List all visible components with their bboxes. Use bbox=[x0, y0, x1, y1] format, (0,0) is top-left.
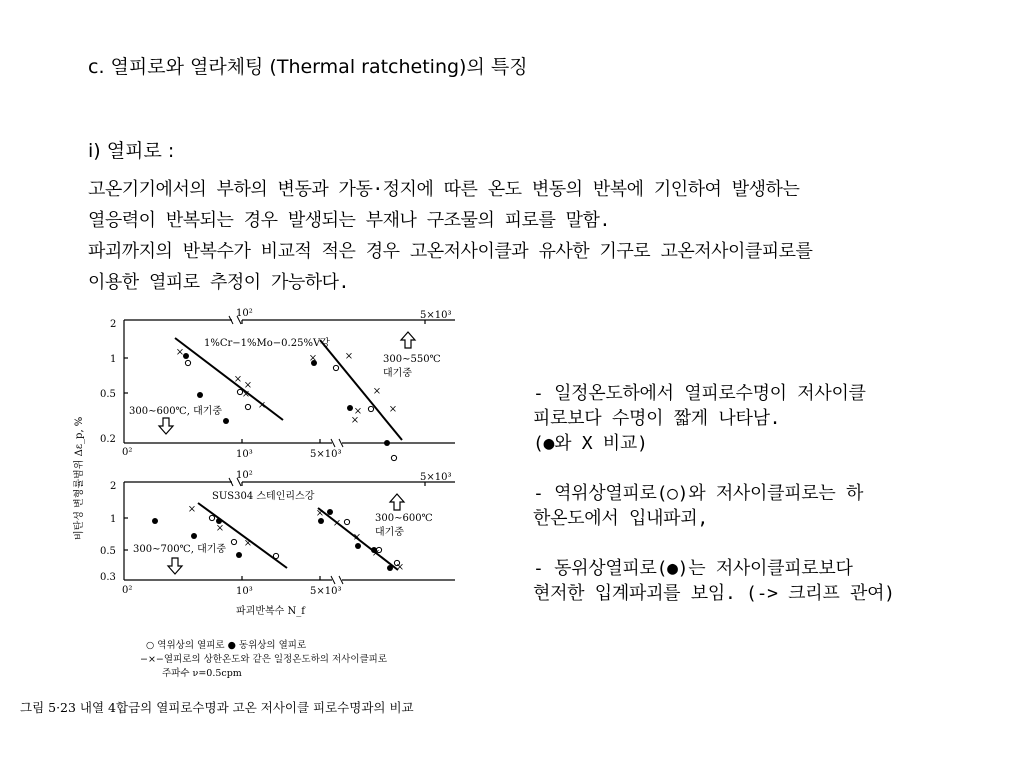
legend-line: −×−열피로의 상한온도와 같은 일정온도하의 저사이클피로 bbox=[140, 654, 388, 665]
x-tick-label: 10² bbox=[236, 308, 253, 319]
y-tick-label: 0.5 bbox=[100, 546, 116, 557]
x-tick-label: 10³ bbox=[236, 449, 253, 460]
svg-text:×: × bbox=[187, 504, 197, 515]
x-tick-label: 10³ bbox=[236, 586, 253, 597]
svg-text:×: × bbox=[315, 508, 325, 519]
condition-label: 대기중 bbox=[383, 368, 412, 379]
svg-text:×: × bbox=[332, 518, 342, 529]
x-tick-label: 5×10³ bbox=[310, 586, 342, 597]
x-axis-label: 파괴반복수 N_f bbox=[236, 606, 305, 617]
y-tick-label: 0.3 bbox=[100, 572, 116, 583]
svg-text:×: × bbox=[395, 562, 405, 573]
paragraph-line: 고온기기에서의 부하의 변동과 가동·정지에 따른 온도 변동의 반복에 기인하여 발생하는 bbox=[88, 179, 800, 200]
condition-label: 300∼600℃ bbox=[375, 513, 433, 524]
note-line bbox=[533, 456, 1013, 481]
paragraph-line: 이용한 열피로 추정이 가능하다. bbox=[88, 272, 349, 293]
page-title: c. 열피로와 열라체팅 (Thermal ratcheting)의 특징 bbox=[88, 56, 528, 78]
svg-text:×: × bbox=[308, 353, 318, 364]
svg-text:×: × bbox=[353, 406, 363, 417]
notes-panel bbox=[533, 381, 1013, 606]
svg-text:×: × bbox=[372, 386, 382, 397]
legend-line: ○ 역위상의 열피로 ● 동위상의 열피로 bbox=[146, 640, 307, 651]
bottom-panel-labels bbox=[100, 470, 451, 597]
fatigue-figure bbox=[0, 300, 520, 730]
y-tick-label: 2 bbox=[110, 319, 117, 330]
note-line: - 일정온도하에서 열피로수명이 저사이클 bbox=[533, 383, 866, 404]
x-origin-label: 0² bbox=[122, 447, 133, 458]
svg-text:×: × bbox=[352, 532, 362, 543]
svg-text:×: × bbox=[215, 523, 225, 534]
note-line: - 역위상열피로(○)와 저사이클피로는 하 bbox=[533, 483, 864, 504]
condition-label: 300∼700℃, 대기중 bbox=[133, 544, 227, 555]
note-line: (●와 X 비교) bbox=[533, 433, 648, 454]
paragraph-line: 파괴까지의 반복수가 비교적 적은 경우 고온저사이클과 유사한 기구로 고온저사이클피로를 bbox=[88, 241, 813, 262]
arrow-up-icon bbox=[401, 332, 415, 348]
svg-text:×: × bbox=[175, 347, 185, 358]
y-tick-label: 0.2 bbox=[100, 434, 116, 445]
x-tick-label: 10² bbox=[236, 470, 253, 481]
paragraph-line: 열응력이 반복되는 경우 발생되는 부재나 구조물의 피로를 말함. bbox=[88, 210, 610, 231]
x-tick-label: 5×10³ bbox=[310, 449, 342, 460]
paragraph bbox=[88, 174, 1018, 298]
y-tick-label: 2 bbox=[110, 481, 117, 492]
y-axis-label: 비탄성 변형률범위 Δε_p, % bbox=[74, 416, 85, 540]
condition-label: 300∼550℃ bbox=[383, 354, 441, 365]
svg-text:×: × bbox=[371, 548, 381, 559]
x-tick-label: 5×10³ bbox=[420, 310, 452, 321]
section-heading: i) 열피로 : bbox=[88, 140, 175, 162]
y-tick-label: 0.5 bbox=[100, 389, 116, 400]
note-line: 한온도에서 입내파괴, bbox=[533, 508, 708, 529]
note-line bbox=[533, 531, 1013, 556]
x-origin-label: 0² bbox=[122, 585, 133, 596]
condition-label: 대기중 bbox=[375, 527, 404, 538]
condition-label: 300∼600℃, 대기중 bbox=[129, 406, 223, 417]
svg-text:×: × bbox=[350, 415, 360, 426]
arrow-down-icon bbox=[168, 558, 182, 574]
x-tick-label: 5×10³ bbox=[420, 472, 452, 483]
note-line: - 동위상열피로(●)는 저사이클피로보다 bbox=[533, 558, 853, 579]
note-line: 피로보다 수명이 짧게 나타남. bbox=[533, 408, 781, 429]
y-tick-label: 1 bbox=[110, 514, 117, 525]
arrow-down-icon bbox=[159, 418, 173, 434]
svg-text:×: × bbox=[257, 400, 267, 411]
legend-line: 주파수 ν=0.5cpm bbox=[162, 668, 242, 679]
svg-text:×: × bbox=[344, 351, 354, 362]
svg-text:×: × bbox=[241, 389, 251, 400]
y-tick-label: 1 bbox=[110, 354, 117, 365]
svg-text:×: × bbox=[243, 380, 253, 391]
material-label: 1%Cr−1%Mo−0.25%V강 bbox=[204, 338, 330, 349]
svg-text:×: × bbox=[233, 374, 243, 385]
svg-text:×: × bbox=[243, 538, 253, 549]
arrow-up-icon bbox=[390, 494, 404, 510]
figure-caption: 그림 5·23 내열 4합금의 열피로수명과 고온 저사이클 피로수명과의 비교 bbox=[20, 700, 414, 715]
material-label: SUS304 스테인리스강 bbox=[212, 491, 315, 502]
note-line: 현저한 입계파괴를 보임. (-> 크리프 관여) bbox=[533, 583, 895, 604]
svg-text:×: × bbox=[388, 404, 398, 415]
